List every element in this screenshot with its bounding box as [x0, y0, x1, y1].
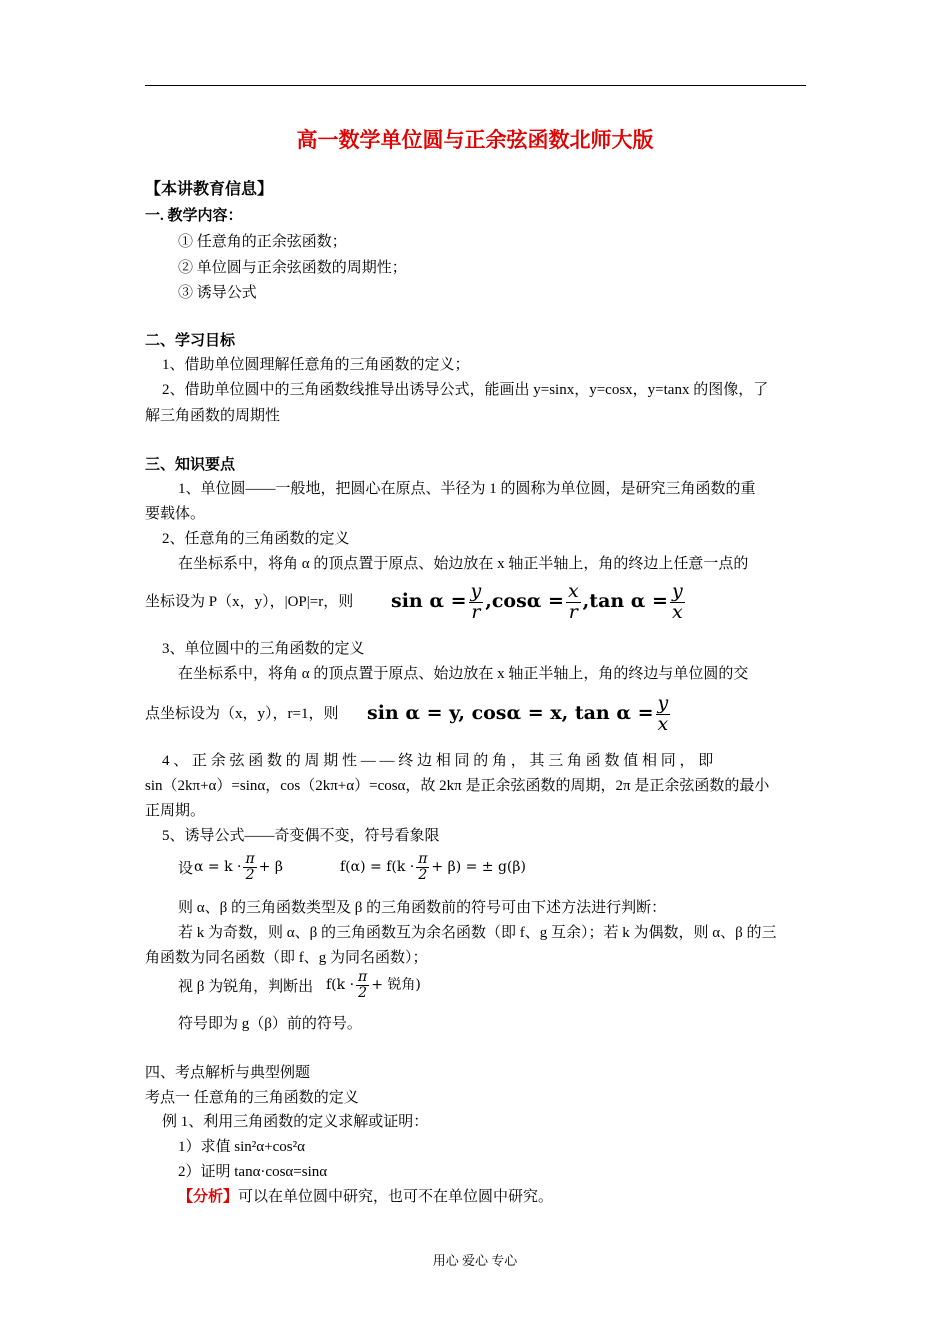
k3-line-2: 点坐标设为（x，y），r=1，则 [145, 706, 339, 722]
content-item-1: ① 任意角的正余弦函数； [178, 234, 347, 250]
example-1-part-1: 1）求值 sin²α+cos²α [178, 1139, 305, 1155]
k5-heading: 5、诱导公式——奇变偶不变，符号看象限 [162, 828, 440, 844]
page-footer: 用心 爱心 专心 [432, 1253, 518, 1268]
k2-heading: 2、任意角的三角函数的定义 [162, 531, 350, 547]
content-item-2: ② 单位圆与正余弦函数的周期性； [178, 260, 407, 276]
analysis-text: 可以在单位圆中研究，也可不在单位圆中研究。 [238, 1189, 554, 1205]
goal-1: 1、借助单位圆理解任意角的三角函数的定义； [162, 357, 470, 373]
goal-2-line-1: 2、借助单位圆中的三角函数线推导出诱导公式，能画出 y=sinx，y=cosx，y=tanx 的图像，了 [162, 382, 769, 398]
k2-line-2: 坐标设为 P（x，y），|OP|=r，则 [145, 594, 354, 610]
analysis-label: 【分析】 [178, 1189, 239, 1205]
k5-line-sign: 符号即为 g（β）前的符号。 [178, 1016, 362, 1032]
k4-line-2: sin（2kπ+α）=sinα，cos（2kπ+α）=cosα，故 2kπ 是正余弦函数的周期，2π 是正余弦函数的最小 [145, 778, 770, 794]
k5-line-acute: 视 β 为锐角，判断出 [178, 979, 314, 995]
k5-line-judge: 则 α、β 的三角函数类型及 β 的三角函数前的符号可由下述方法进行判断： [178, 900, 667, 916]
k5-line-odd-even-2: 角函数为同名函数（即 f、g 为同名函数）； [145, 950, 428, 966]
section-info-heading: 【本讲教育信息】 [145, 181, 274, 198]
formula-induction: f(α) = f(k · $\frac{\pi}{2}$ + β) = ± g(β) [340, 850, 526, 883]
knowledge-heading: 三、知识要点 [145, 457, 236, 473]
content-item-3: ③ 诱导公式 [178, 285, 257, 301]
page-title: 高一数学单位圆与正余弦函数北师大版 [296, 128, 654, 152]
header-rule [145, 85, 806, 86]
k5-line-odd-even-1: 若 k 为奇数，则 α、β 的三角函数互为余名函数（即 f、g 互余）；若 k 为偶数，则 α、β 的三 [178, 925, 777, 941]
k4-line-1: 4 、 正 余 弦 函 数 的 周 期 性 — — 终 边 相 同 的 角 ， 其 三 角 函 数 值 相 同 ， 即 [162, 753, 714, 769]
formula-acute: f(k · $\frac{\pi}{2}$ + 锐角) [326, 968, 421, 1001]
goals-heading: 二、学习目标 [145, 333, 236, 349]
k2-line-1: 在坐标系中，将角 α 的顶点置于原点、始边放在 x 轴正半轴上，角的终边上任意一点的 [178, 556, 749, 572]
k1-line-2: 要载体。 [145, 506, 206, 522]
k3-line-1: 在坐标系中，将角 α 的顶点置于原点、始边放在 x 轴正半轴上，角的终边与单位圆的交 [178, 666, 749, 682]
content-heading: 一. 教学内容： [145, 208, 243, 224]
goal-2-line-2: 解三角函数的周期性 [145, 408, 281, 424]
k3-heading: 3、单位圆中的三角函数的定义 [162, 641, 365, 657]
example-1: 例 1、利用三角函数的定义求解或证明： [162, 1114, 429, 1130]
example-1-part-2: 2）证明 tanα·cosα=sinα [178, 1164, 328, 1180]
k4-line-3: 正周期。 [145, 803, 206, 819]
formula-general-definition: sin α = $\frac{y}{r}$ ,cosα = $\frac{x}{r}$ ,tan α = $\frac{y}{x}$ [391, 579, 683, 623]
k5-set-label: 设 [178, 861, 194, 877]
formula-alpha-definition: α = k · $\frac{\pi}{2}$ + β [194, 850, 283, 883]
point-1-heading: 考点一 任意角的三角函数的定义 [145, 1090, 359, 1106]
examples-heading: 四、考点解析与典型例题 [145, 1065, 311, 1081]
formula-unit-circle-definition: sin α = y, cosα = x, tan α = $\frac{y}{x}$ [367, 691, 669, 735]
analysis [178, 1187, 553, 1207]
k1-line-1: 1、单位圆——一般地，把圆心在原点、半径为 1 的圆称为单位圆，是研究三角函数的重 [178, 481, 756, 497]
